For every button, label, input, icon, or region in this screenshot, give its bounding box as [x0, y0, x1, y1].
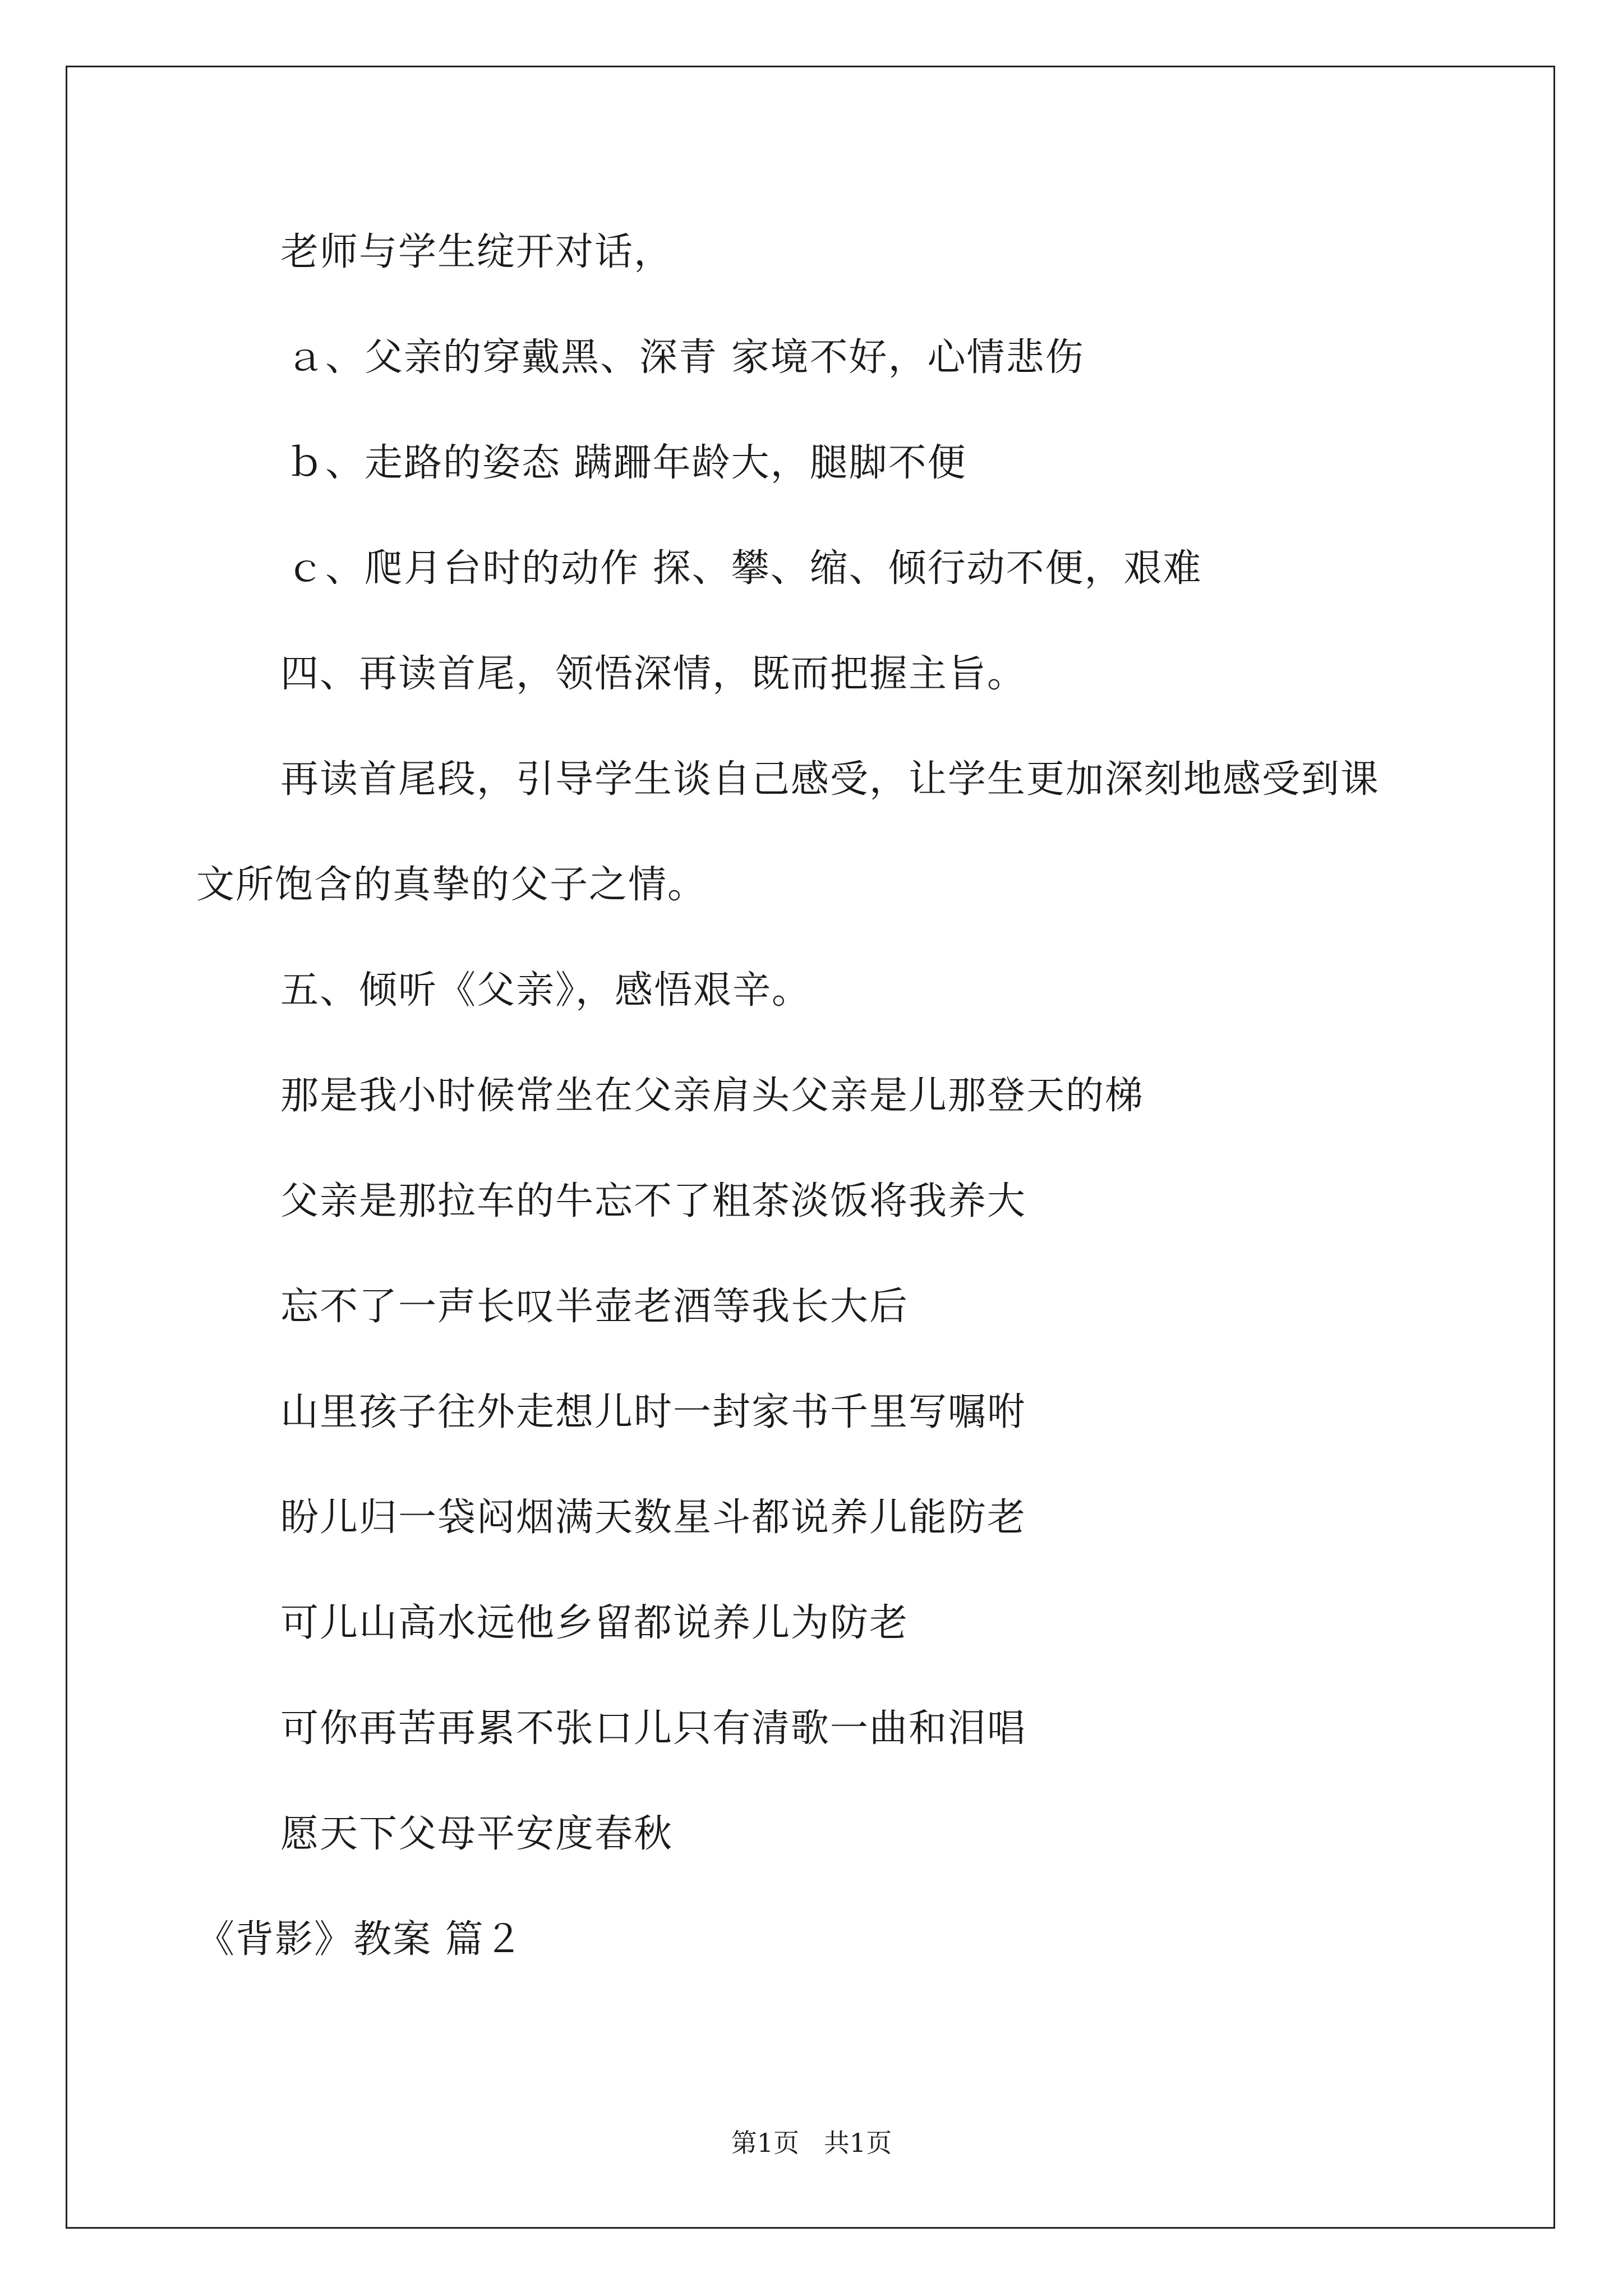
lyric-line-3: 忘不了一声长叹半壶老酒等我长大后: [280, 1285, 909, 1329]
paragraph-line-1: 老师与学生绽开对话，: [280, 230, 674, 274]
lyric-line-6: 可儿山高水远他乡留都说养儿为防老: [280, 1601, 909, 1645]
paragraph-line-6: 再读首尾段，引导学生谈自己感受，让学生更加深刻地感受到课: [280, 757, 1380, 802]
paragraph-line-8: 五、倾听《父亲》，感悟艰辛。: [280, 968, 811, 1013]
paragraph-line-3: ｂ、走路的姿态 蹒跚年龄大，腿脚不便: [286, 441, 967, 485]
paragraph-line-5: 四、再读首尾，领悟深情，既而把握主旨。: [280, 652, 1027, 696]
paragraph-line-2: ａ、父亲的穿戴黑、深青 家境不好，心情悲伤: [286, 335, 1085, 380]
lyric-line-5: 盼儿归一袋闷烟满天数星斗都说养儿能防老: [280, 1496, 1027, 1540]
lyric-line-1: 那是我小时候常坐在父亲肩头父亲是儿那登天的梯: [280, 1074, 1145, 1118]
page-frame: [66, 66, 1555, 2229]
lyric-line-7: 可你再苦再累不张口儿只有清歌一曲和泪唱: [280, 1706, 1027, 1751]
paragraph-line-7: 文所饱含的真挚的父子之情。: [196, 863, 707, 907]
lyric-line-2: 父亲是那拉车的牛忘不了粗茶淡饭将我养大: [280, 1179, 1027, 1223]
paragraph-line-4: ｃ、爬月台时的动作 探、攀、缩、倾行动不便，艰难: [286, 546, 1202, 591]
lyric-line-8: 愿天下父母平安度春秋: [280, 1812, 674, 1856]
page-footer: 第1页 共1页: [731, 2128, 892, 2158]
lyric-line-4: 山里孩子往外走想儿时一封家书千里写嘱咐: [280, 1390, 1027, 1434]
section-heading: 《背影》教案 篇２: [196, 1917, 524, 1962]
